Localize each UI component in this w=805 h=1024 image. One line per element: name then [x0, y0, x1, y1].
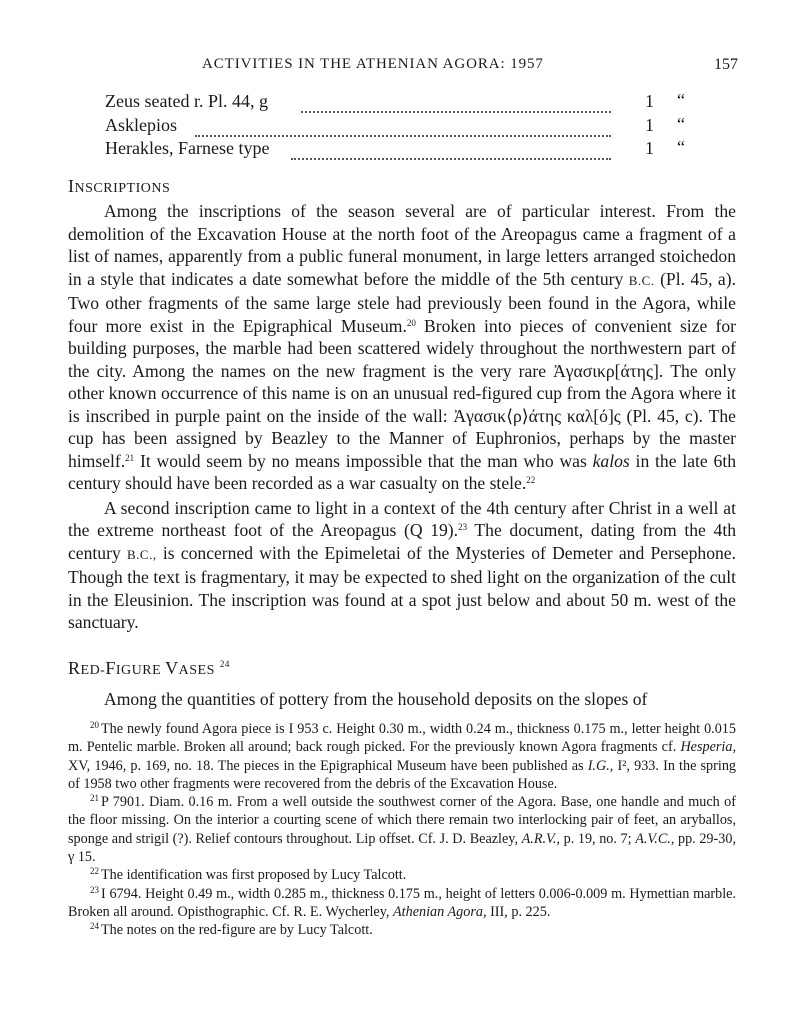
ditto-mark: “: [677, 114, 685, 134]
leader-dots: [291, 146, 611, 160]
footnote-ref: 22: [526, 475, 536, 485]
footnote-ref: 21: [125, 452, 135, 463]
footnote-ref: 20: [406, 317, 416, 328]
tally-name: Asklepios: [105, 115, 177, 135]
leader-dots: [195, 123, 611, 137]
footnote-ref: 23: [458, 522, 468, 532]
inscriptions-text: [68, 200, 736, 634]
tally-row: [105, 138, 695, 164]
footnote: $^{21}$ P 7901. Diam. 0.16 m. From a well outside the southwest corner of the Agora. Base, one handle and much of the floor missing. On the interior a courting scene of which there remain two interlocking pair of feet, an aryballos, sponge and strigil (?). Relief contours throughout. Lip offset. Cf. J. D. Beazley, A.R.V., p. 19, no. 7; A.V.C., pp. 29-30, γ 15.: [68, 793, 736, 866]
footnote: $^{20}$ The newly found Agora piece is I 953 c. Height 0.30 m., width 0.24 m., thickness 0.175 m., letter height 0.015 m. Pentelic marble. Broken all around; back rough picked. For the previously known Agora fragments cf. Hesperia, XV, 1946, p. 169, no. 18. The pieces in the Epigraphical Museum have been published as I.G., I², 933. In the spring of 1958 two other fragments were recovered from the debris of the Excavation House.: [68, 720, 737, 792]
tally-row: [105, 91, 695, 117]
tally-count: 1: [645, 91, 654, 111]
section-heading-red-figure-vases: RED-FIGURE VASES $^{24}$: [68, 658, 230, 678]
footnote-ref: 24: [219, 659, 230, 669]
leader-dots: [301, 99, 611, 113]
tally-count: 1: [645, 115, 654, 135]
paragraph: Among the inscriptions of the season several are of particular interest. From the demolition of the Excavation House at the north foot of the Areopagus came a fragment of a list of names, apparently from a public funeral monument, in large letters arranged stoichedon in a style that indicates a date somewhat before the middle of the 5th century B.C. (Pl. 45, a). Two other fragments of the same large stele had previously been found in the Agora, while four more exist in the Epigraphical Museum.$^{20}$ Broken into pieces of convenient size for building purposes, the marble had been scattered widely throughout the northwestern part of the city. Among the names on the new fragment is the very rare Ἀγασικρ[άτης]. The only other known occurrence of this name is on an unusual red-figured cup from the Agora where it is inscribed in purple paint on the inside of the wall: Ἀγασικ⟨ρ⟩άτης καλ[ό]ς (Pl. 45, c). The cup has been assigned by Beazley to the Manner of Euphronios, perhaps by the master himself.$^{21}$ It would seem by no means impossible that the man who was kalos in the late 6th century should have been recorded as a war casualty on the stele.$^{22}$: [68, 201, 737, 493]
ditto-mark: “: [677, 90, 685, 110]
greek-text: Ἀγασικ⟨ρ⟩άτης καλ[ό]ς: [453, 405, 621, 426]
tally-name: Herakles, Farnese type: [105, 138, 270, 158]
red-figure-text: [68, 688, 736, 711]
section-heading-inscriptions: INSCRIPTIONS: [68, 176, 171, 196]
paragraph: Among the quantities of pottery from the household deposits on the slopes of: [104, 689, 648, 709]
greek-text: Ἀγασικρ[άτης]: [553, 360, 659, 381]
ditto-mark: “: [677, 137, 685, 157]
paragraph: A second inscription came to light in a context of the 4th century after Christ in a well at the extreme northeast foot of the Areopagus (Q 19).$^{23}$ The document, dating from the 4th century B.C., is concerned with the Epimeletai of the Mysteries of Demeter and Persephone. Though the text is fragmentary, it may be expected to shed light on the organization of the cult in the Eleusinion. The inscription was found at a spot just below and about 50 m. west of the sanctuary.: [68, 497, 737, 632]
tally-count: 1: [645, 138, 654, 158]
tally-name: Zeus seated r. Pl. 44, g: [105, 91, 268, 111]
footnote: $^{22}$ The identification was first proposed by Lucy Talcott.: [90, 866, 407, 884]
running-head: [68, 56, 738, 78]
running-head-title: ACTIVITIES IN THE ATHENIAN AGORA: 1957: [202, 56, 544, 72]
footnote: $^{23}$ I 6794. Height 0.49 m., width 0.285 m., thickness 0.175 m., height of letters 0.006-0.009 m. Hymettian marble. Broken all around. Opisthographic. Cf. R. E. Wycherley, Athenian Agora, III, p. 225.: [68, 884, 736, 920]
footnote: $^{24}$ The notes on the red-figure are by Lucy Talcott.: [90, 921, 373, 939]
page-number: 157: [714, 56, 738, 73]
footnotes: [68, 720, 736, 940]
